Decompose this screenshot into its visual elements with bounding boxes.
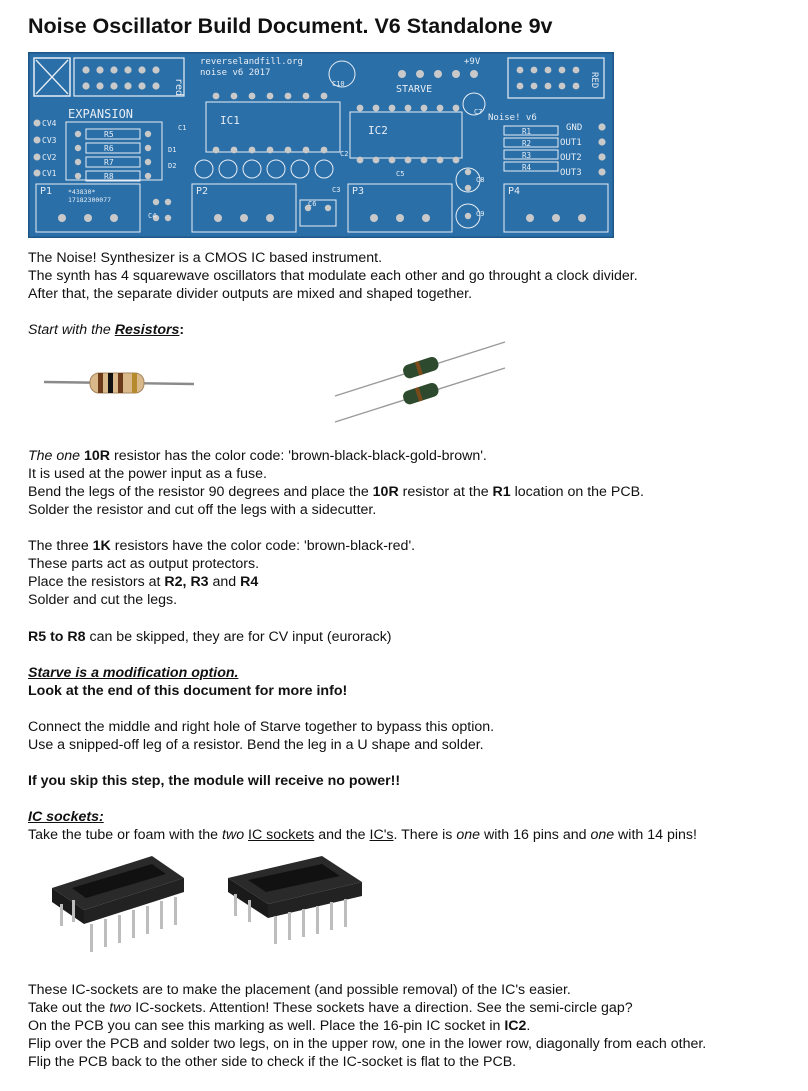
pcb-r1: R1 [522, 127, 532, 136]
resistor-photo-single [42, 362, 198, 402]
pcb-noise-label: Noise! v6 [488, 113, 537, 123]
pcb-gnd: GND [566, 123, 583, 133]
pcb-c7: C7 [474, 108, 483, 116]
r1k-paragraph: The three 1K resistors have the color code: 'brown-black-red'. These parts act as output protectors. Place the resistors at R2, R3 and R4 Solder and cut the legs. [28, 538, 416, 608]
intro-line-1: The Noise! Synthesizer is a CMOS IC based instrument. [28, 250, 383, 266]
pcb-c10: C10 [332, 80, 345, 88]
pcb-site: reverselandfill.org [200, 57, 303, 67]
pcb-d1: D1 [168, 146, 177, 154]
pcb-version: noise v6 2017 [200, 68, 271, 78]
pcb-out1: OUT1 [560, 138, 582, 148]
pcb-c8: C8 [476, 176, 485, 184]
pcb-c4: C4 [148, 212, 157, 220]
pcb-expansion: EXPANSION [68, 107, 134, 121]
sockets-heading: IC sockets: [28, 809, 104, 825]
intro-line-3: After that, the separate divider outputs are mixed and shaped together. [28, 286, 473, 302]
warning-line: If you skip this step, the module will receive no power!! [28, 773, 401, 789]
r10-paragraph: The one 10R resistor has the color code: 'brown-black-black-gold-brown'. It is used at the power input as a fuse. Bend the legs of the resistor 90 degrees and place the 10R resistor at the R1 location on the PCB. Solder the resistor and cut off the legs with a sidecutter. [28, 448, 644, 518]
resistors-heading: Start with the Resistors: [28, 322, 185, 338]
pcb-ic2: IC2 [368, 124, 388, 137]
pcb-c1: C1 [178, 124, 187, 132]
intro-line-2: The synth has 4 squarewave oscillators that modulate each other and go throught a clock divider. [28, 268, 638, 284]
pcb-serial2: 17182300077 [68, 196, 112, 204]
pcb-out3: OUT3 [560, 168, 582, 178]
pcb-starve: STARVE [396, 84, 433, 95]
pcb-cv4: CV4 [42, 119, 57, 128]
pcb-r5: R5 [104, 130, 114, 139]
starve-subheading: Look at the end of this document for more info! [28, 683, 348, 699]
pcb-p3: P3 [352, 186, 365, 197]
pcb-r4: R4 [522, 163, 532, 172]
pcb-ic1: IC1 [220, 114, 240, 127]
pcb-cv3: CV3 [42, 136, 57, 145]
pcb-cv1: CV1 [42, 169, 57, 178]
outro-paragraph: These IC-sockets are to make the placement (and possible removal) of the IC's easier. Take out the two IC-sockets. Attention! These sockets have a direction. See the semi-circle gap? On the PCB you can see this marking as well. Place the 16-pin IC socket in IC2. Flip over the PCB and solder two legs, on in the upper row, one in the lower row, diagonally from each other. Flip the PCB back to the other side to check if the IC-socket is flat to the PCB. [28, 982, 707, 1070]
starve-heading: Starve is a modification option. [28, 665, 239, 681]
pcb-r3: R3 [522, 151, 532, 160]
pcb-c3: C3 [332, 186, 341, 194]
page-title: Noise Oscillator Build Document. V6 Standalone 9v [28, 14, 553, 38]
pcb-cv2: CV2 [42, 153, 57, 162]
pcb-photo [28, 52, 614, 238]
skip-paragraph: R5 to R8 can be skipped, they are for CV input (eurorack) [28, 629, 392, 645]
intro-paragraph [28, 249, 638, 303]
pcb-r7: R7 [104, 158, 114, 167]
pcb-p1: P1 [40, 186, 53, 197]
pcb-plus9v: +9V [464, 57, 481, 67]
pcb-d2: D2 [168, 162, 177, 170]
pcb-r2: R2 [522, 139, 532, 148]
pcb-out2: OUT2 [560, 153, 582, 163]
starve-instructions: Connect the middle and right hole of Starve together to bypass this option. Use a snipped-off leg of a resistor. Bend the leg in a U shape and solder. [28, 719, 495, 753]
pcb-c9: C9 [476, 210, 485, 218]
sockets-section: IC sockets: Take the tube or foam with the two IC sockets and the IC's. There is one with 16 pins and one with 14 pins! [28, 809, 697, 843]
resistors-word: Resistors [114, 322, 180, 338]
pcb-c5: C5 [396, 170, 405, 178]
pcb-c6: C6 [308, 200, 317, 208]
resistor-photo-pair [333, 338, 509, 428]
pcb-c2: C2 [340, 150, 349, 158]
ic-socket-photo-14pin [222, 852, 368, 956]
pcb-serial1: *43830* [68, 188, 96, 196]
pcb-p4: P4 [508, 186, 521, 197]
pcb-r8: R8 [104, 172, 114, 181]
pcb-red-label: red [173, 78, 184, 97]
ic-socket-photo-16pin [42, 848, 192, 960]
starve-section [28, 664, 347, 700]
pcb-r6: R6 [104, 144, 114, 153]
pcb-red2-label: RED [589, 72, 599, 89]
pcb-p2: P2 [196, 186, 209, 197]
